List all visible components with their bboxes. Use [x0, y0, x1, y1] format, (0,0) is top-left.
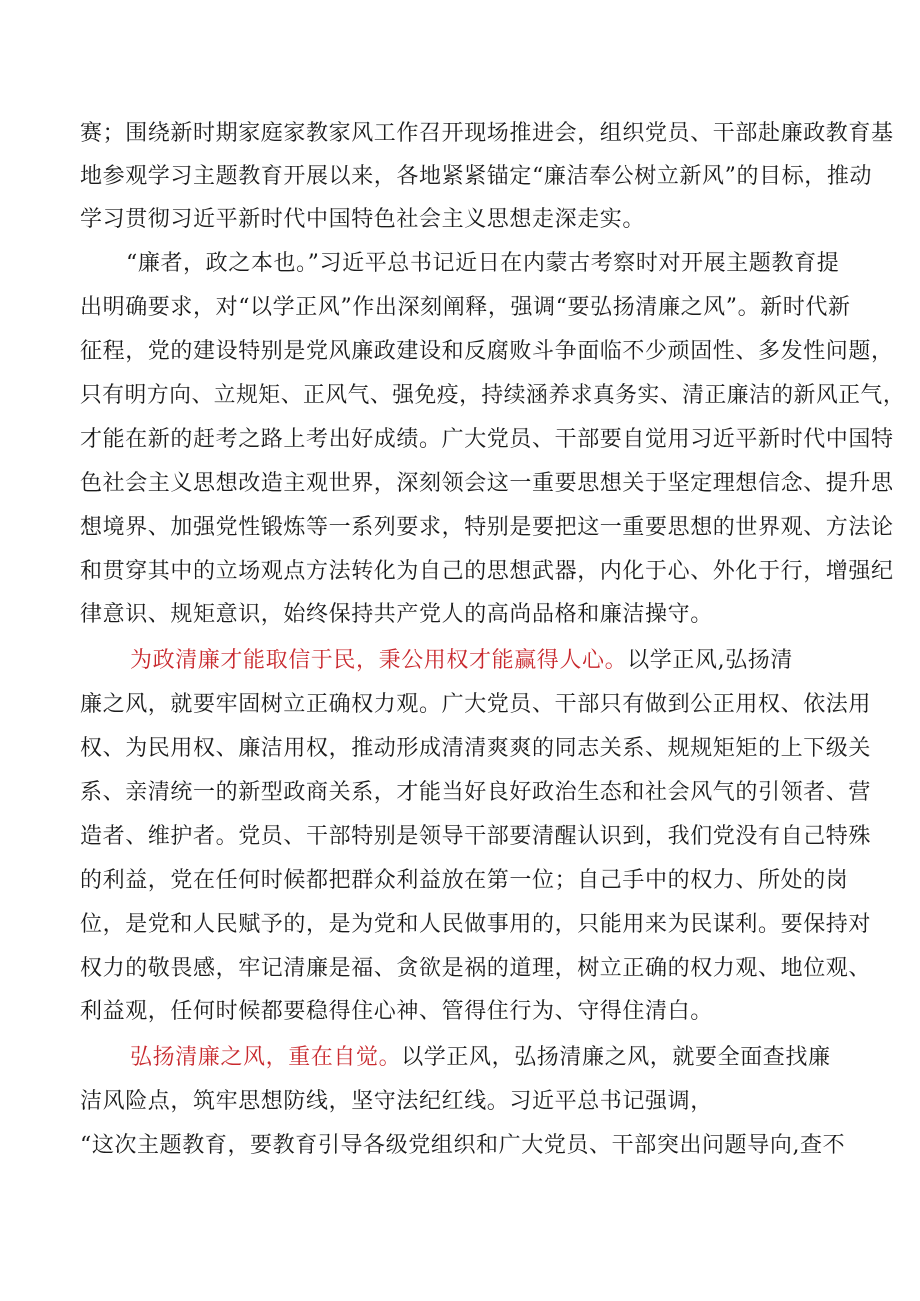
- paragraph-3-line-8: 权力的敬畏感，牢记清廉是福、贪欲是祸的道理，树立正确的权力观、地位观、: [80, 956, 872, 981]
- paragraph-2-line-4: 只有明方向、立规矩、正风气、强免疫，持续涵养求真务实、清正廉洁的新风正气，: [80, 383, 906, 408]
- paragraph-3-line-5: 造者、维护者。党员、干部特别是领导干部要清醒认识到，我们党没有自己特殊: [80, 824, 872, 849]
- paragraph-4-heading: 弘扬清廉之风，重在自觉。: [130, 1045, 402, 1070]
- paragraph-4-line-2: 洁风险点，筑牢思想防线，坚守法纪红线。习近平总书记强调，: [80, 1089, 713, 1114]
- paragraph-4-first-rest: 以学正风，弘扬清廉之风，就要全面查找廉: [401, 1045, 831, 1070]
- paragraph-2-line-9: 律意识、规矩意识，始终保持共产党人的高尚品格和廉洁操守。: [80, 602, 713, 627]
- paragraph-2-line-6: 色社会主义思想改造主观世界，深刻领会这一重要思想关于坚定理想信念、提升思: [80, 471, 894, 496]
- paragraph-1-line-2: 地参观学习主题教育开展以来，各地紧紧锚定“廉洁奉公树立新风”的目标，推动: [80, 164, 873, 189]
- paragraph-3-line-2: 廉之风，就要牢固树立正确权力观。广大党员、干部只有做到公正用权、依法用: [80, 692, 872, 717]
- paragraph-3-line-6: 的利益，党在任何时候都把群众利益放在第一位；自己手中的权力、所处的岗: [80, 868, 849, 893]
- paragraph-2-line-8: 和贯穿其中的立场观点方法转化为自己的思想武器，内化于心、外化于行，增强纪: [80, 559, 894, 584]
- paragraph-3-line-3: 权、为民用权、廉洁用权，推动形成清清爽爽的同志关系、规规矩矩的上下级关: [80, 736, 872, 761]
- paragraph-2-line-5: 才能在新的赶考之路上考出好成绩。广大党员、干部要自觉用习近平新时代中国特: [80, 427, 894, 452]
- paragraph-2-line-7: 想境界、加强党性锻炼等一系列要求，特别是要把这一重要思想的世界观、方法论: [80, 515, 894, 540]
- paragraph-1-line-3: 学习贯彻习近平新时代中国特色社会主义思想走深走实。: [80, 207, 646, 232]
- paragraph-3-line-7: 位，是党和人民赋予的，是为党和人民做事用的，只能用来为民谋利。要保持对: [80, 912, 872, 937]
- paragraph-3-first-line: [130, 646, 793, 676]
- paragraph-3-first-rest: 以学正风,弘扬清: [627, 648, 793, 673]
- paragraph-3-line-4: 系、亲清统一的新型政商关系，才能当好良好政治生态和社会风气的引领者、营: [80, 780, 872, 805]
- paragraph-1-line-1: 赛；围绕新时期家庭家教家风工作召开现场推进会，组织党员、干部赴廉政教育基: [80, 121, 894, 146]
- paragraph-2-line-3: 征程，党的建设特别是党风廉政建设和反腐败斗争面临不少顽固性、多发性问题，: [80, 339, 894, 364]
- paragraph-4-first-line: [130, 1043, 831, 1073]
- paragraph-4-line-3: “这次主题教育，要教育引导各级党组织和广大党员、干部突出问题导向,查不: [80, 1133, 846, 1158]
- paragraph-2-line-1: “廉者，政之本也。”习近平总书记近日在内蒙古考察时对开展主题教育提: [126, 251, 840, 276]
- paragraph-3-heading: 为政清廉才能取信于民，秉公用权才能赢得人心。: [130, 648, 628, 673]
- paragraph-2-line-2: 出明确要求，对“以学正风”作出深刻阐释，强调“要弘扬清廉之风”。新时代新: [80, 295, 851, 320]
- paragraph-3-line-9: 利益观，任何时候都要稳得住心神、管得住行为、守得住清白。: [80, 999, 713, 1024]
